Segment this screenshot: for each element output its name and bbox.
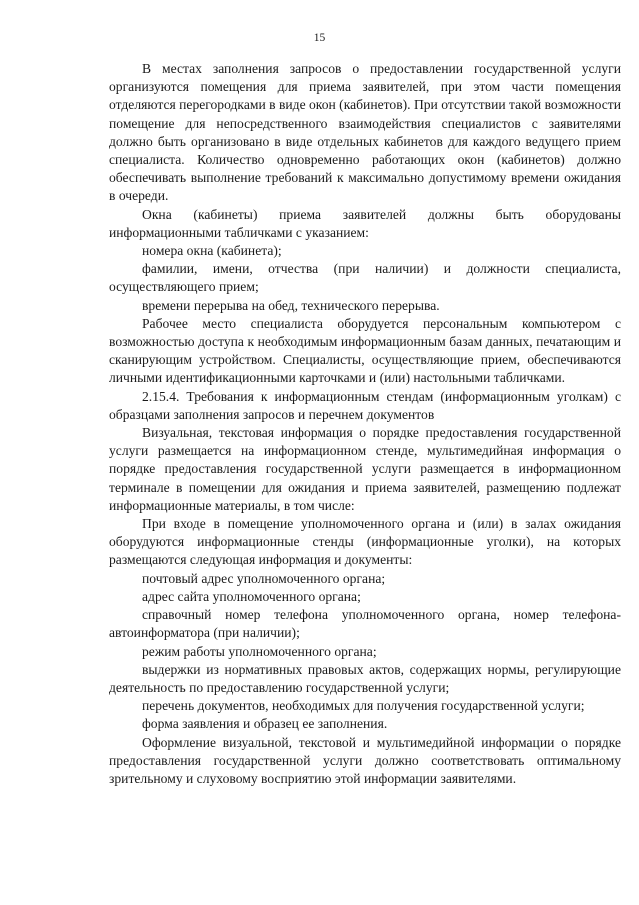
paragraph-info-stands: При входе в помещение уполномоченного органа и (или) в залах ожидания оборудуются информационные стенды (информационные уголки), на которых размещаются следующая информация и документы: bbox=[109, 516, 621, 568]
section-heading-2-15-4: 2.15.4. Требования к информационным стендам (информационным уголкам) с образцами заполнения запросов и перечнем документов bbox=[109, 388, 621, 422]
paragraph-visual-info: Визуальная, текстовая информация о порядке предоставления государственной услуги размещается на информационном стенде, мультимедийная информация о порядке предоставления государственной услуги размещается в информационном терминале в помещении для ожидания и приема заявителей, размещению подлежат информационные материалы, в том числе: bbox=[109, 425, 621, 513]
list-item-specialist-name: фамилии, имени, отчества (при наличии) и должности специалиста, осуществляющего прием; bbox=[109, 261, 621, 295]
list-item-documents: перечень документов, необходимых для получения государственной услуги; bbox=[142, 698, 585, 714]
list-item-phone: справочный номер телефона уполномоченного органа, номер телефона-автоинформатора (при наличии); bbox=[109, 607, 621, 641]
list-item-window-number: номера окна (кабинета); bbox=[142, 243, 282, 259]
page-number: 15 bbox=[313, 32, 326, 44]
paragraph-workplace: Рабочее место специалиста оборудуется персональным компьютером с возможностью доступа к необходимым информационным базам данных, печатающим и сканирующим устройством. Специалисты, осуществляющие прием, обеспечиваются личными идентификационными карточками и (или) настольными табличками. bbox=[109, 315, 621, 386]
list-item-application-form: форма заявления и образец ее заполнения. bbox=[142, 716, 388, 732]
paragraph-premises: В местах заполнения запросов о предоставлении государственной услуги организуются помещения для приема заявителей, при этом части помещения отделяются перегородками в виде окон (кабинетов). При отсутствии такой возможности помещение для непосредственного взаимодействия специалистов с заявителями должно быть организовано в виде отдельных кабинетов для каждого ведущего прием специалиста. Количество одновременно работающих окон (кабинетов) должно обеспечивать выполнение требований к максимально допустимому времени ожидания в очереди. bbox=[109, 61, 621, 204]
list-item-postal-address: почтовый адрес уполномоченного органа; bbox=[142, 570, 386, 586]
list-item-working-hours: режим работы уполномоченного органа; bbox=[142, 643, 377, 659]
paragraph-design-requirements: Оформление визуальной, текстовой и мультимедийной информации о порядке предоставления государственной услуги должно соответствовать оптимальному зрительному и слуховому восприятию этой информации заявителями. bbox=[109, 734, 621, 786]
list-item-legal-acts: выдержки из нормативных правовых актов, содержащих нормы, регулирующие деятельность по предоставлению государственной услуги; bbox=[109, 661, 621, 695]
list-item-break-time: времени перерыва на обед, технического перерыва. bbox=[142, 297, 440, 313]
document-body bbox=[109, 60, 621, 788]
paragraph-windows-signs: Окна (кабинеты) приема заявителей должны быть оборудованы информационными табличками с указанием: bbox=[109, 206, 621, 240]
list-item-website: адрес сайта уполномоченного органа; bbox=[142, 588, 361, 604]
